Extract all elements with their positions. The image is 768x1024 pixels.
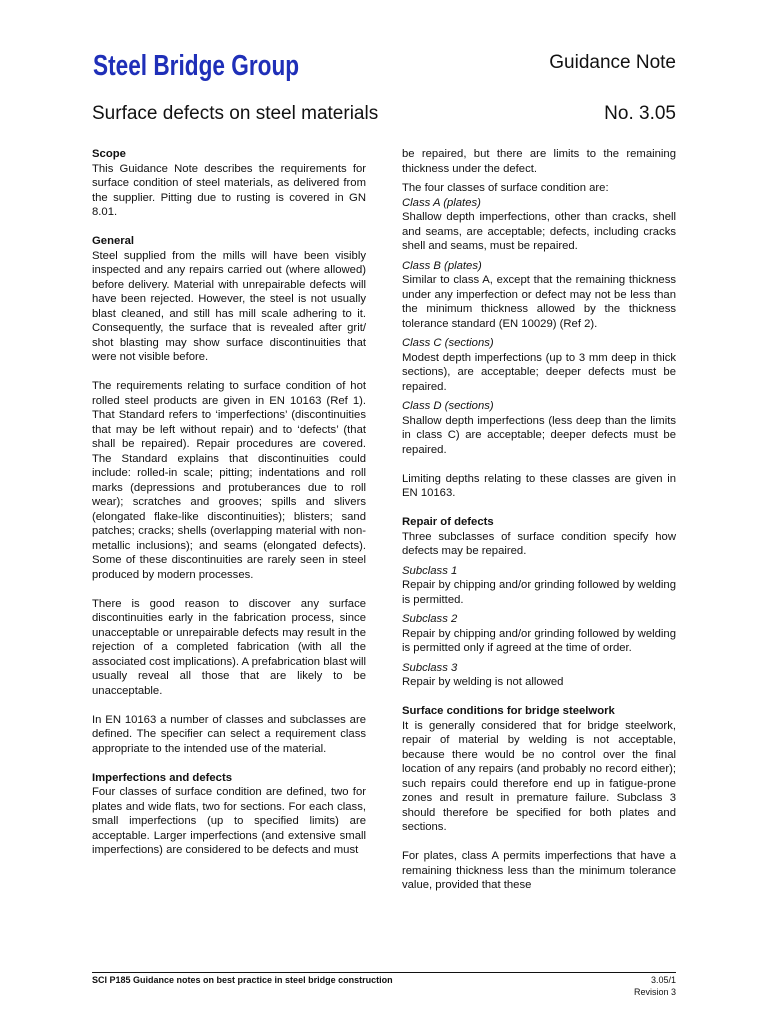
class-a-paragraph: Shallow depth imperfections, other than cracks, shell and seams, are acceptable; defects, including cracks shell and seams, must be repaired. xyxy=(402,211,676,252)
class-c-heading: Class C (sections) xyxy=(402,337,494,349)
scope-paragraph: This Guidance Note describes the requirements for surface condition of steel materials, as delivered from the supplier. Pitting due to rusting is covered in GN 8.01. xyxy=(92,162,366,218)
class-d-paragraph: Shallow depth imperfections (less deep than the limits in class C) are acceptable; deeper defects must be repaired. xyxy=(402,414,676,456)
imperfections-heading: Imperfections and defects xyxy=(92,771,232,784)
class-b-heading: Class B (plates) xyxy=(402,259,482,272)
doc-type: Guidance Note xyxy=(549,52,676,73)
imperfections-paragraph: Four classes of surface condition are defined, two for plates and wide flats, two for sections. For each class, small imperfections (up to specified limits) are acceptable. Larger imperfections (and extensive small imperfections) are considered to be defects and must xyxy=(92,786,366,856)
subclass-3-heading: Subclass 3 xyxy=(402,661,458,674)
general-paragraph-1: Steel supplied from the mills will have been visibly inspected and any repairs carried out (where allowed) before delivery. Material with unrepairable defects will have been rejected. However, the steel is not usually blast cleaned, and still has mill scale adhering to it. Consequently, the surface that is revealed after grit/ shot blasting may show surface discontinuities that were not visible before. xyxy=(92,249,366,363)
limiting-paragraph: Limiting depths relating to these classes are given in EN 10163. xyxy=(402,472,676,499)
general-paragraph-4: In EN 10163 a number of classes and subclasses are defined. The specifier can select a requirement class appropriate to the intended use of the material. xyxy=(92,713,366,755)
class-d-heading: Class D (sections) xyxy=(402,400,494,412)
class-a-heading: Class A (plates) xyxy=(402,196,481,209)
surface-conditions-heading: Surface conditions for bridge steelwork xyxy=(402,705,615,717)
continued-paragraph: be repaired, but there are limits to the remaining thickness under the defect. xyxy=(402,148,676,175)
repair-paragraph: Three subclasses of surface condition specify how defects may be repaired. xyxy=(402,530,676,557)
general-heading: General xyxy=(92,235,135,247)
subclass-3-paragraph: Repair by welding is not allowed xyxy=(402,676,564,688)
revision-label: Revision 3 xyxy=(633,987,676,997)
surface-conditions-paragraph-1: It is generally considered that for bridge steelwork, repair of material by welding is not acceptable, because there would be no control over the final location of any repairs (and probably no record either); such repairs could therefore end up in fatigue-prone zones and result in premature failure. Subclass 3 should therefore be specified for both plates and sections. xyxy=(402,719,676,833)
brand-logo: Steel Bridge Group xyxy=(93,50,300,82)
class-b-paragraph: Similar to class A, except that the remaining thickness under any imperfection or defect may not be less than the minimum thickness allowed by the thickness tolerance standard (EN 10029) (Ref 2). xyxy=(402,274,676,330)
general-paragraph-3: There is good reason to discover any surface discontinuities early in the fabrication process, since unacceptable or unrepairable defects may result in the rejection of a completed fabrication (with all the associated cost implications). A prefabrication blast will usually reveal all those that are likely to be unacceptable. xyxy=(92,597,366,697)
page-number: 3.05/1 xyxy=(650,975,676,985)
footer-reference: SCI P185 Guidance notes on best practice in steel bridge construction xyxy=(92,975,393,985)
right-column xyxy=(402,147,676,907)
page-title: Surface defects on steel materials xyxy=(92,103,379,124)
subclass-2-heading: Subclass 2 xyxy=(402,613,458,625)
scope-heading: Scope xyxy=(92,148,126,160)
repair-heading: Repair of defects xyxy=(402,516,494,528)
subclass-1-heading: Subclass 1 xyxy=(402,564,458,577)
surface-conditions-paragraph-2: For plates, class A permits imperfections that have a remaining thickness less than the minimum tolerance value, provided that these xyxy=(402,850,676,891)
class-c-paragraph: Modest depth imperfections (up to 3 mm deep in thick sections), are acceptable; deeper defects must be repaired. xyxy=(402,351,676,393)
subclass-1-paragraph: Repair by chipping and/or grinding followed by welding is permitted. xyxy=(402,579,676,606)
four-classes-intro: The four classes of surface condition are: xyxy=(402,182,609,194)
subclass-2-paragraph: Repair by chipping and/or grinding followed by welding is permitted only if agreed at the time of order. xyxy=(402,627,676,654)
footer xyxy=(92,972,676,997)
note-number: No. 3.05 xyxy=(604,103,676,124)
general-paragraph-2: The requirements relating to surface condition of hot rolled steel products are given in EN 10163 (Ref 1). That Standard refers to ‘imperfections’ (discontinuities that may be left without repair) and to ‘defects’ (that shall be repaired). Repair procedures are covered. The Standard explains that discontinuities could include: rolled-in scale; pitting; indentations and roll marks (depressions and protuberances due to roll wear); scratches and grooves; spills and slivers (elongated flake-like discontinuities); blisters; sand patches; cracks; shells (overlapping material with non-metallic inclusions); and seams (elongated defects). Some of these discontinuities are rarely seen in steel produced by modern processes. xyxy=(92,380,366,581)
left-column xyxy=(92,147,366,872)
